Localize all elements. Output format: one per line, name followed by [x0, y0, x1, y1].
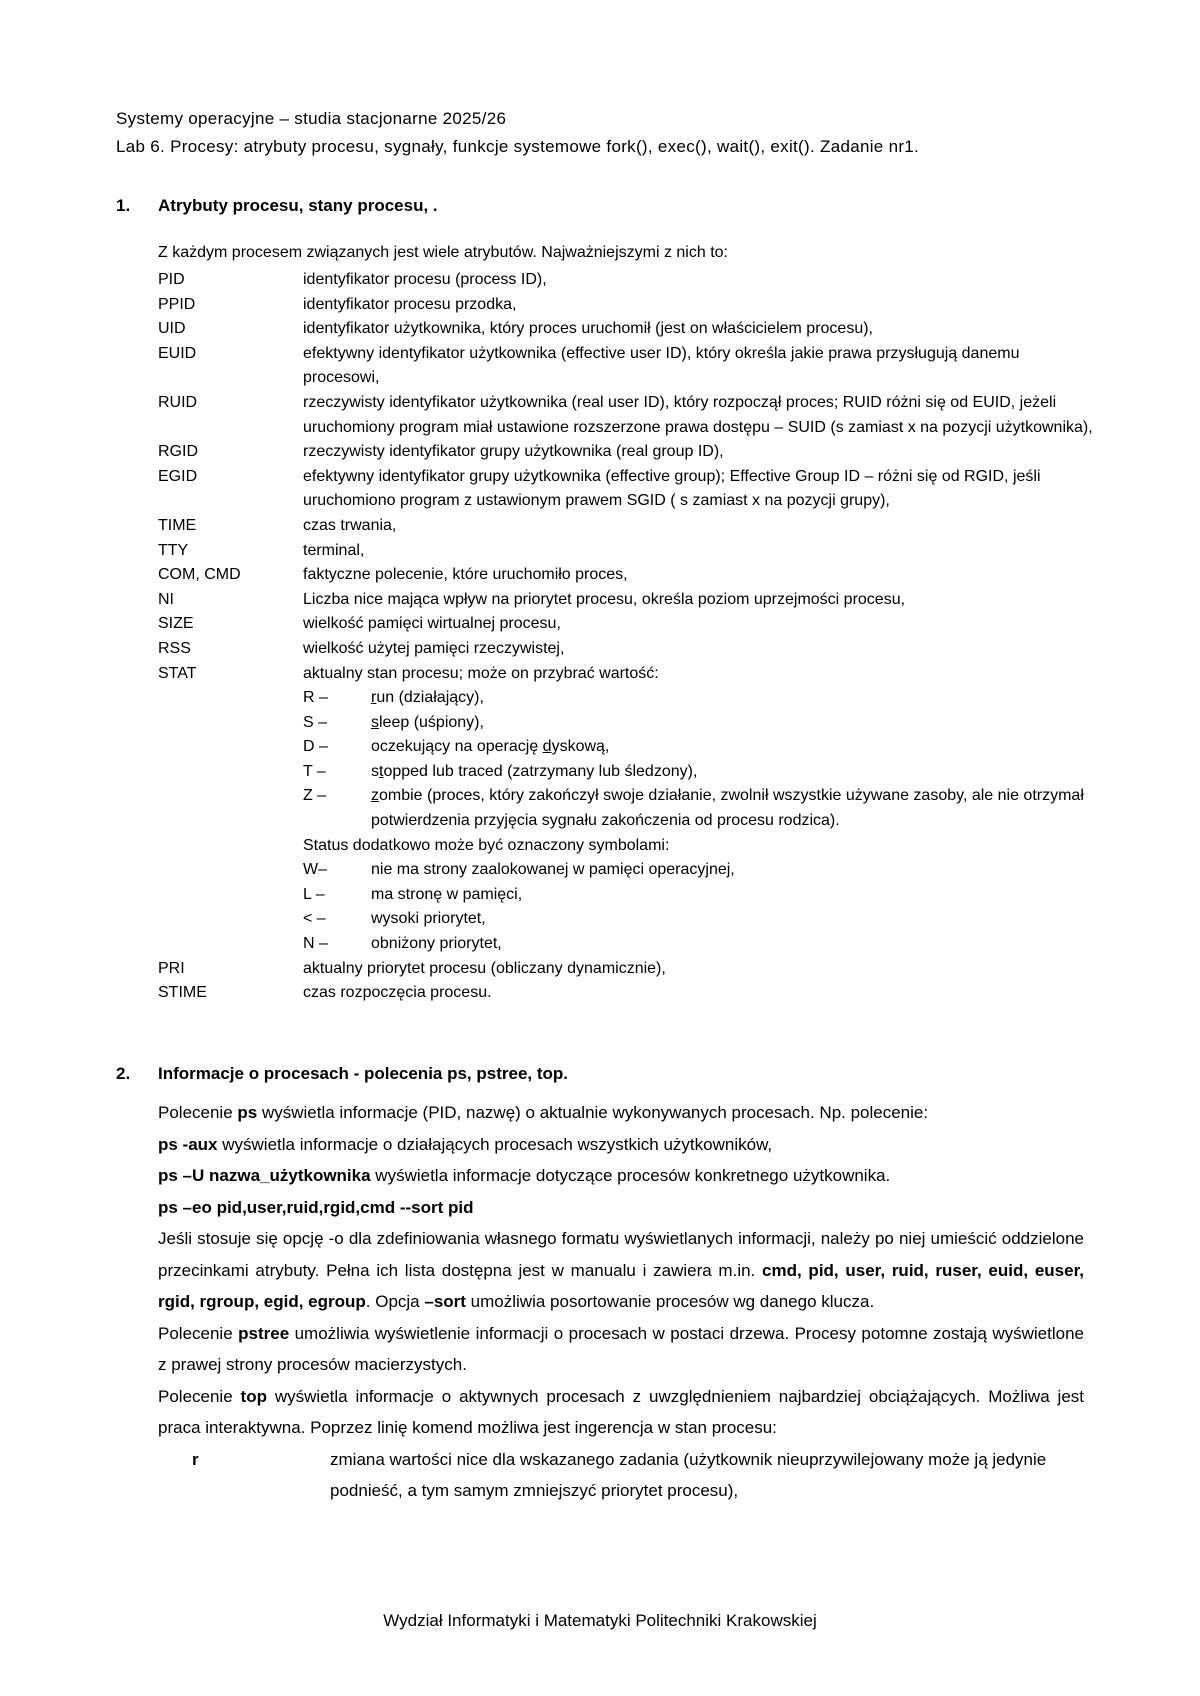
state-code: D – — [303, 738, 328, 756]
top-key-row — [192, 1444, 1084, 1507]
attribute-key: PRI — [158, 959, 185, 977]
attribute-list — [158, 268, 1098, 1006]
command-example: ps –U nazwa_użytkownika wyświetla informacje dotyczące procesów konkretnego użytkownika. — [158, 1166, 891, 1185]
attribute-row — [158, 588, 1098, 613]
state-code: R – — [303, 689, 328, 707]
state-row — [303, 735, 1098, 760]
flag-code: < – — [303, 910, 326, 928]
section-1-heading — [116, 196, 438, 216]
flag-row — [303, 858, 1098, 883]
section-number: 1. — [116, 196, 131, 215]
page-footer: Wydział Informatyki i Matematyki Politechniki Krakowskiej — [383, 1611, 817, 1630]
attribute-desc: aktualny priorytet procesu (obliczany dynamicznie), — [303, 959, 666, 977]
section-2-body — [158, 1097, 1084, 1507]
attribute-row — [158, 268, 1098, 293]
status-note: Status dodatkowo może być oznaczony symbolami: — [303, 836, 670, 854]
attribute-key: PPID — [158, 295, 196, 313]
lab-title: Lab 6. Procesy: atrybuty procesu, sygnały, funkcje systemowe fork(), exec(), wait(), exit(). Zadanie nr1. — [116, 137, 920, 156]
state-code: T – — [303, 762, 326, 780]
attribute-desc: identyfikator procesu (process ID), — [303, 271, 547, 288]
flag-text: obniżony priorytet, — [371, 935, 502, 953]
paragraph: Polecenie top wyświetla informacje o aktywnych procesach z uwzględnieniem najbardziej obciążających. Możliwa jest praca interaktywna. Poprzez linię komend możliwa jest ingerencja w stan procesu: — [158, 1386, 1084, 1437]
attribute-desc: efektywny identyfikator grupy użytkownika (effective group); Effective Group ID – różni się od RGID, jeśli uruchomiono program z ustawionym prawem SGID ( s zamiast x na pozycji grupy), — [303, 467, 1041, 510]
attribute-row — [158, 391, 1098, 440]
section-title: Informacje o procesach - polecenia ps, pstree, top. — [158, 1064, 569, 1083]
paragraph: Polecenie pstree umożliwia wyświetlenie informacji o procesach w postaci drzewa. Procesy potomne zostają wyświetlone z prawej strony procesów macierzystych. — [158, 1323, 1085, 1374]
attribute-key: SIZE — [158, 615, 194, 633]
state-text: zombie (proces, który zakończył swoje działanie, zwolnił wszystkie używane zasoby, ale nie otrzymał potwierdzenia przyjęcia sygnału zakończenia od procesu rodzica). — [371, 787, 1084, 830]
attribute-key: RSS — [158, 639, 191, 657]
attribute-desc: identyfikator użytkownika, który proces uruchomił (jest on właścicielem procesu), — [303, 320, 873, 338]
flag-code: W– — [303, 861, 327, 879]
attribute-row — [158, 612, 1098, 637]
flag-row — [303, 883, 1098, 908]
state-text: sleep (uśpiony), — [371, 713, 484, 731]
attribute-desc: wielkość użytej pamięci rzeczywistej, — [303, 639, 565, 657]
attribute-key: TTY — [158, 541, 189, 559]
paragraph: Polecenie ps wyświetla informacje (PID, nazwę) o aktualnie wykonywanych procesach. Np. polecenie: — [158, 1103, 929, 1122]
attribute-row — [158, 662, 1098, 957]
flag-text: nie ma strony zaalokowanej w pamięci operacyjnej, — [371, 861, 735, 879]
command-example: ps -aux wyświetla informacje o działających procesach wszystkich użytkowników, — [158, 1134, 773, 1154]
attribute-row — [158, 957, 1098, 982]
attribute-key: EUID — [158, 344, 197, 362]
attribute-desc: rzeczywisty identyfikator grupy użytkownika (real group ID), — [303, 443, 724, 461]
command-example: ps –eo pid,user,ruid,rgid,cmd --sort pid — [158, 1197, 474, 1217]
top-key: r — [192, 1449, 199, 1469]
paragraph: Jeśli stosuje się opcję -o dla zdefiniowania własnego formatu wyświetlanych informacji, należy po niej umieścić oddzielone przecinkami atrybuty. Pełna ich lista dostępna jest w manualu i zawiera m.in. cmd, pid, user, ruid, ruser, euid, euser, rgid, rgroup, egid, egroup. Opcja –sort umożliwia posortowanie procesów wg danego klucza. — [158, 1229, 1084, 1311]
state-code: S – — [303, 713, 328, 731]
attribute-row — [158, 440, 1098, 465]
state-row — [303, 711, 1098, 736]
attribute-key: STIME — [158, 984, 207, 1002]
attribute-desc: rzeczywisty identyfikator użytkownika (real user ID), który rozpoczął proces; RUID różni się od EUID, jeżeli uruchomiony program miał ustawione rozszerzone prawa dostępu – SUID (s zamiast x na pozycji użytkownika), — [303, 393, 1093, 436]
attribute-desc: czas trwania, — [303, 516, 397, 534]
section-1-intro: Z każdym procesem związanych jest wiele atrybutów. Najważniejszymi z nich to: — [158, 244, 728, 261]
attribute-desc: wielkość pamięci wirtualnej procesu, — [303, 615, 561, 633]
state-text: oczekujący na operację dyskową, — [371, 738, 610, 756]
attribute-key: RGID — [158, 443, 198, 461]
attribute-key: UID — [158, 320, 186, 338]
stat-block — [303, 662, 1098, 957]
attribute-row — [158, 465, 1098, 514]
state-code: Z – — [303, 787, 327, 805]
top-key-desc: zmiana wartości nice dla wskazanego zadania (użytkownik nieuprzywilejowany może ją jedynie podnieść, a tym samym zmniejszyć priorytet procesu), — [330, 1449, 1047, 1500]
attribute-row — [158, 293, 1098, 318]
flag-code: L – — [303, 885, 325, 903]
attribute-row — [158, 342, 1098, 391]
flag-row — [303, 932, 1098, 957]
state-text: run (działający), — [371, 689, 484, 707]
attribute-row — [158, 514, 1098, 539]
attribute-key: COM, CMD — [158, 566, 241, 584]
section-number: 2. — [116, 1064, 131, 1083]
attribute-key: TIME — [158, 516, 197, 534]
attribute-key: NI — [158, 590, 174, 608]
attribute-desc: identyfikator procesu przodka, — [303, 295, 517, 313]
state-row — [303, 686, 1098, 711]
attribute-key: STAT — [158, 664, 197, 682]
attribute-row — [158, 317, 1098, 342]
state-row — [303, 784, 1098, 833]
attribute-key: RUID — [158, 393, 198, 411]
section-2-heading — [116, 1064, 568, 1084]
attribute-desc: efektywny identyfikator użytkownika (effective user ID), który określa jakie prawa przysługują danemu procesowi, — [303, 344, 1020, 387]
flag-code: N – — [303, 935, 328, 953]
attribute-desc: terminal, — [303, 541, 365, 559]
attribute-row — [158, 981, 1098, 1006]
flag-text: ma stronę w pamięci, — [371, 885, 523, 903]
flag-row — [303, 907, 1098, 932]
attribute-row — [158, 563, 1098, 588]
attribute-row — [158, 637, 1098, 662]
state-row — [303, 760, 1098, 785]
state-text: stopped lub traced (zatrzymany lub śledzony), — [371, 762, 698, 780]
attribute-key: EGID — [158, 467, 198, 485]
attribute-desc: aktualny stan procesu; może on przybrać wartość: — [303, 664, 659, 682]
attribute-desc: faktyczne polecenie, które uruchomiło proces, — [303, 566, 628, 584]
flag-text: wysoki priorytet, — [371, 910, 486, 928]
section-title: Atrybuty procesu, stany procesu, . — [158, 196, 438, 215]
attribute-row — [158, 539, 1098, 564]
course-title: Systemy operacyjne – studia stacjonarne 2025/26 — [116, 109, 507, 128]
attribute-desc: Liczba nice mająca wpływ na priorytet procesu, określa poziom uprzejmości procesu, — [303, 590, 906, 608]
attribute-desc: czas rozpoczęcia procesu. — [303, 984, 492, 1002]
attribute-key: PID — [158, 271, 185, 288]
